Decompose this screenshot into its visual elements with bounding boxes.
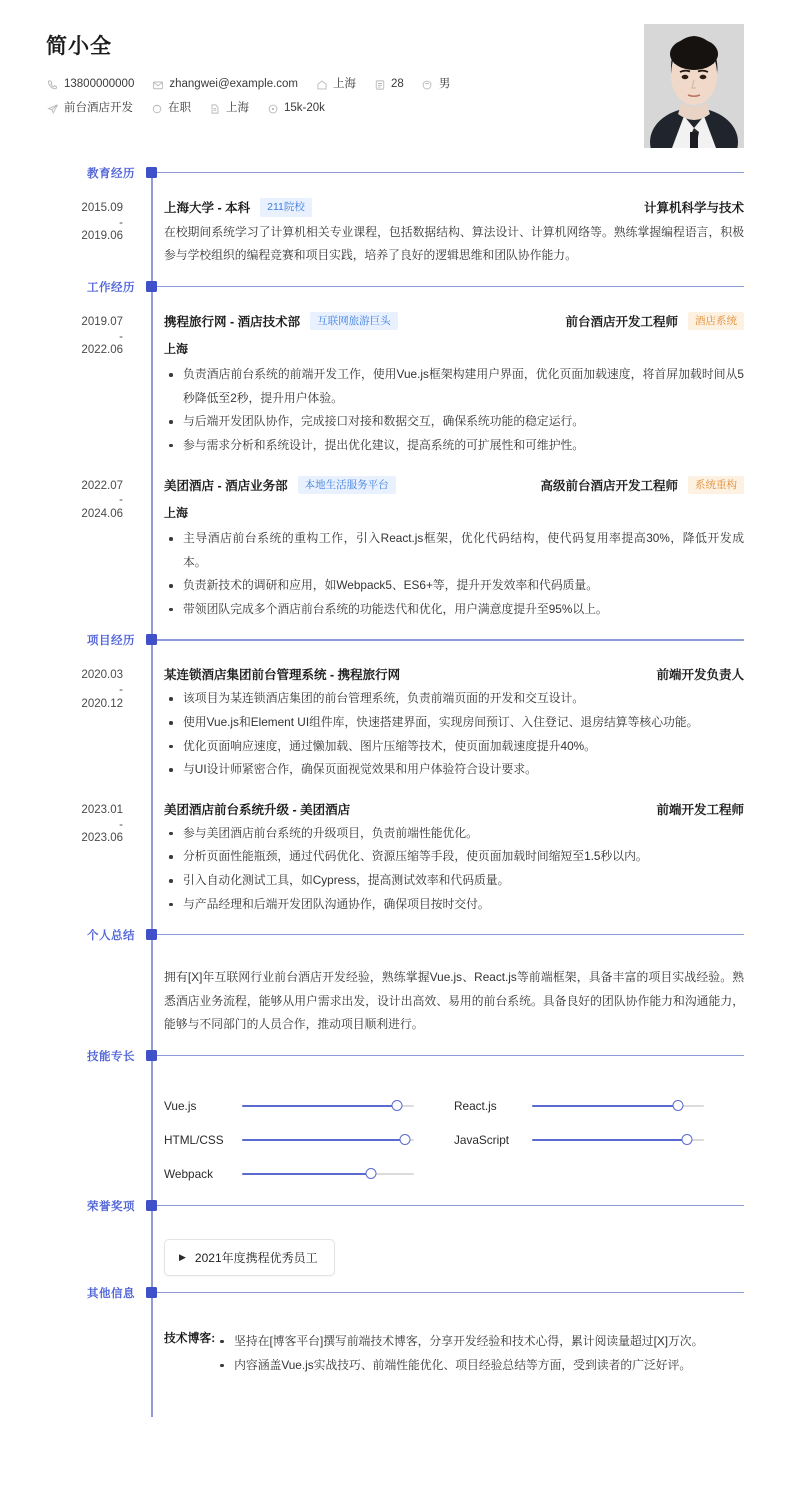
job-intent — [46, 102, 133, 115]
skill-label: Vue.js — [164, 1098, 197, 1113]
job-intent-value: 前台酒店开发 — [64, 102, 133, 114]
entry-titlebar-right — [656, 800, 744, 818]
list-item: 优化页面响应速度，通过懒加载、图片压缩等技术，使页面加载速度提升40%。 — [164, 735, 744, 759]
page-title: 简小全 — [46, 35, 112, 58]
entry-titlebar — [164, 312, 744, 331]
contact-email — [151, 78, 298, 91]
award-accordion-item[interactable] — [164, 1239, 335, 1276]
slider-knob[interactable] — [366, 1168, 377, 1179]
entry-titlebar-left — [164, 198, 312, 217]
section-header-other — [0, 1282, 794, 1308]
project-name: 某连锁酒店集团前台管理系统 - 携程旅行网 — [164, 668, 401, 683]
entry-date-range — [0, 476, 135, 524]
award-label: 2021年度携程优秀员工 — [194, 1250, 318, 1265]
list-item: 参与美团酒店前台系统的升级项目，负责前端性能优化。 — [164, 822, 744, 846]
other-info-label: 技术博客: — [164, 1330, 216, 1345]
list-item: 负责新技术的调研和应用，如Webpack5、ES6+等，提升开发效率和代码质量。 — [164, 574, 744, 598]
job-city-value: 上海 — [226, 102, 249, 114]
section-header-skills — [0, 1045, 794, 1071]
slider-knob[interactable] — [400, 1134, 411, 1145]
section-divider — [157, 1055, 744, 1056]
slider-fill — [242, 1139, 405, 1141]
date-end: 2019.06 — [81, 230, 123, 243]
job-title: 高级前台酒店开发工程师 — [540, 478, 678, 493]
entry-body — [135, 665, 744, 781]
entry-titlebar-right — [644, 198, 744, 216]
date-separator: - — [119, 330, 123, 343]
list-item: 负责酒店前台系统的前端开发工作，使用Vue.js框架构建用户界面，优化页面加载速度，将首屏加载时间从5秒降低至2秒，提升用户体验。 — [164, 363, 744, 410]
entry-date-range — [0, 665, 135, 713]
skill-row — [454, 1123, 744, 1157]
section-title-summary: 个人总结 — [87, 930, 135, 943]
school-name: 上海大学 - 本科 — [164, 201, 251, 216]
date-end: 2023.06 — [81, 831, 123, 844]
section-header-work — [0, 276, 794, 302]
section-title-education: 教育经历 — [87, 168, 135, 180]
contact-row-primary — [46, 78, 644, 91]
entry-date-spacer — [0, 960, 135, 962]
timeline-marker — [146, 1050, 157, 1061]
list-item: 该项目为某连锁酒店集团的前台管理系统，负责前端页面的开发和交互设计。 — [164, 687, 744, 711]
resume-timeline — [0, 162, 794, 1417]
other-info-bullets — [215, 1330, 744, 1377]
entry-titlebar — [164, 476, 744, 495]
date-start: 2020.03 — [81, 669, 123, 682]
work-bullets — [164, 363, 744, 457]
section-education — [0, 162, 794, 276]
entry-titlebar-left — [164, 476, 396, 495]
timeline-marker — [146, 167, 157, 178]
job-city — [208, 102, 249, 115]
entry-body — [135, 960, 744, 1037]
job-status — [150, 102, 191, 115]
section-divider — [157, 1292, 744, 1293]
date-start: 2019.07 — [81, 315, 123, 328]
contact-city-value: 上海 — [333, 78, 357, 90]
major-name: 计算机科学与技术 — [643, 201, 744, 216]
list-item: 内容涵盖Vue.js实战技巧、前端性能优化、项目经验总结等方面，受到读者的广泛好评。 — [215, 1354, 744, 1378]
skill-slider[interactable] — [242, 1099, 414, 1113]
work-entry — [0, 466, 794, 630]
salary-icon — [266, 102, 279, 115]
entry-body — [135, 800, 744, 916]
section-summary — [0, 924, 794, 1045]
date-end: 2024.06 — [81, 507, 123, 520]
section-divider — [157, 1205, 744, 1206]
contact-gender — [421, 78, 451, 91]
section-divider — [157, 172, 744, 173]
skill-slider[interactable] — [242, 1167, 414, 1181]
entry-titlebar-right — [565, 312, 744, 331]
education-entry — [0, 188, 794, 276]
work-location: 上海 — [164, 506, 189, 521]
section-title-other: 其他信息 — [87, 1287, 135, 1300]
skill-label: React.js — [454, 1098, 497, 1113]
slider-fill — [242, 1173, 371, 1175]
entry-titlebar-right — [540, 476, 744, 495]
section-header-awards — [0, 1195, 794, 1221]
job-status-value: 在职 — [168, 102, 191, 114]
project-role: 前端开发负责人 — [656, 668, 744, 683]
contact-row-secondary — [46, 102, 644, 115]
company-name: 携程旅行网 - 酒店技术部 — [164, 314, 301, 329]
date-separator: - — [119, 684, 123, 697]
slider-knob[interactable] — [391, 1100, 402, 1111]
skill-row — [164, 1089, 454, 1123]
education-description: 在校期间系统学习了计算机相关专业课程，包括数据结构、算法设计、计算机网络等。熟练掌握编程语言，积极参与学校组织的编程竞赛和项目实践，培养了良好的逻辑思维和团队协作能力。 — [164, 224, 744, 263]
entry-titlebar-left — [164, 800, 350, 818]
job-title: 前台酒店开发工程师 — [565, 314, 678, 329]
project-bullets — [164, 822, 744, 916]
expected-salary-value: 15k-20k — [284, 102, 325, 114]
project-name: 美团酒店前台系统升级 - 美团酒店 — [164, 802, 351, 817]
company-tag: 互联网旅游巨头 — [310, 312, 398, 331]
slider-fill — [242, 1105, 397, 1107]
timeline-marker — [146, 634, 157, 645]
id-card-icon — [373, 78, 386, 91]
summary-entry — [0, 950, 794, 1045]
school-tag: 211院校 — [260, 198, 312, 217]
date-start: 2022.07 — [81, 479, 123, 492]
entry-date-range — [0, 198, 135, 246]
section-divider — [157, 934, 744, 935]
section-title-projects: 项目经历 — [87, 635, 135, 648]
contact-email-value: zhangwei@example.com — [169, 78, 299, 90]
section-awards — [0, 1195, 794, 1282]
section-skills — [0, 1045, 794, 1195]
list-item: 与后端开发团队协作，完成接口对接和数据交互，确保系统功能的稳定运行。 — [164, 410, 744, 434]
contact-age — [373, 78, 404, 91]
list-item: 坚持在[博客平台]撰写前端技术博客，分享开发经验和技术心得，累计阅读量超过[X]万次。 — [215, 1330, 744, 1354]
timeline-marker — [146, 281, 157, 292]
job-tag: 系统重构 — [688, 476, 744, 495]
list-item: 引入自动化测试工具，如Cypress，提高测试效率和代码质量。 — [164, 869, 744, 893]
project-entry — [0, 790, 794, 924]
skill-label: JavaScript — [454, 1132, 510, 1147]
slider-knob[interactable] — [673, 1100, 684, 1111]
date-separator: - — [119, 216, 123, 229]
avatar — [644, 24, 744, 148]
section-header-summary — [0, 924, 794, 950]
list-item: 参与需求分析和系统设计，提出优化建议，提高系统的可扩展性和可维护性。 — [164, 434, 744, 458]
section-divider — [157, 639, 744, 640]
date-start: 2015.09 — [81, 202, 123, 214]
contact-gender-value: 男 — [438, 78, 451, 90]
skill-slider[interactable] — [532, 1099, 704, 1113]
entry-titlebar-left — [164, 312, 398, 331]
company-tag: 本地生活服务平台 — [298, 476, 396, 495]
project-entry — [0, 655, 794, 789]
contact-phone-value: 13800000000 — [64, 78, 135, 90]
list-item: 分析页面性能瓶颈，通过代码优化、资源压缩等手段，使页面加载时间缩短至1.5秒以内。 — [164, 845, 744, 869]
timeline-marker — [146, 929, 157, 940]
entry-body — [135, 476, 744, 622]
awards-area — [135, 1221, 794, 1282]
home-icon — [315, 78, 328, 91]
date-separator: - — [119, 494, 123, 507]
section-header-education — [0, 162, 794, 188]
project-role: 前端开发工程师 — [656, 802, 744, 817]
timeline-marker — [146, 1287, 157, 1298]
list-item: 与产品经理和后端开发团队沟通协作，确保项目按时交付。 — [164, 893, 744, 917]
date-start: 2023.01 — [81, 803, 123, 816]
section-title-skills: 技能专长 — [87, 1050, 135, 1063]
contact-age-value: 28 — [391, 78, 404, 90]
document-icon — [208, 102, 221, 115]
date-separator: - — [119, 818, 123, 831]
skill-label: Webpack — [164, 1166, 213, 1181]
contact-phone — [46, 78, 134, 91]
header-left-column — [46, 24, 644, 126]
list-item: 使用Vue.js和Element UI组件库，快速搭建界面，实现房间预订、入住登记、退房结算等核心功能。 — [164, 711, 744, 735]
skill-slider[interactable] — [242, 1133, 414, 1147]
section-work — [0, 276, 794, 630]
project-bullets — [164, 687, 744, 781]
work-entry — [0, 302, 794, 466]
work-location: 上海 — [164, 342, 189, 357]
section-title-awards: 荣誉奖项 — [87, 1200, 135, 1213]
slider-knob[interactable] — [681, 1134, 692, 1145]
paper-plane-icon — [46, 102, 59, 115]
entry-body — [135, 198, 744, 268]
summary-text: 拥有[X]年互联网行业前台酒店开发经验，熟练掌握Vue.js、React.js等前端框架，具备丰富的项目实战经验。熟悉酒店业务流程，能够从用户需求出发，设计出高效、易用的前台系统。具备良好的团队协作能力和沟通能力，能够与不同部门的人员合作，推动项目顺利进行。 — [164, 970, 744, 1032]
skill-label: HTML/CSS — [164, 1132, 224, 1147]
entry-date-range — [0, 312, 135, 360]
resume-header — [0, 0, 794, 162]
gender-icon — [421, 78, 434, 91]
company-name: 美团酒店 - 酒店业务部 — [164, 478, 288, 493]
slider-fill — [532, 1105, 678, 1107]
entry-body — [135, 312, 744, 458]
other-info-area — [135, 1308, 794, 1387]
skill-row — [164, 1157, 454, 1191]
section-other — [0, 1282, 794, 1387]
entry-date-range — [0, 800, 135, 848]
list-item: 带领团队完成多个酒店前台系统的功能迭代和优化，用户满意度提升至95%以上。 — [164, 598, 744, 622]
date-end: 2022.06 — [81, 343, 123, 356]
skill-row — [164, 1123, 454, 1157]
entry-titlebar-left — [164, 665, 400, 683]
caret-right-icon: ▶ — [179, 1251, 186, 1262]
entry-titlebar — [164, 665, 744, 683]
entry-titlebar-right — [656, 665, 744, 683]
list-item: 与UI设计师紧密合作，确保页面视觉效果和用户体验符合设计要求。 — [164, 758, 744, 782]
entry-titlebar — [164, 198, 744, 217]
expected-salary — [266, 102, 325, 115]
slider-fill — [532, 1139, 687, 1141]
status-circle-icon — [150, 102, 163, 115]
job-tag: 酒店系统 — [688, 312, 744, 331]
entry-titlebar — [164, 800, 744, 818]
section-divider — [157, 286, 744, 287]
skill-slider[interactable] — [532, 1133, 704, 1147]
skill-row — [454, 1089, 744, 1123]
phone-icon — [46, 78, 59, 91]
work-bullets — [164, 527, 744, 621]
mail-icon — [151, 78, 164, 91]
timeline-marker — [146, 1200, 157, 1211]
section-header-projects — [0, 629, 794, 655]
date-end: 2020.12 — [81, 697, 123, 710]
contact-city — [315, 78, 356, 91]
list-item: 主导酒店前台系统的重构工作，引入React.js框架，优化代码结构，使代码复用率提高30%，降低开发成本。 — [164, 527, 744, 574]
section-title-work: 工作经历 — [87, 281, 135, 294]
section-projects — [0, 629, 794, 924]
skills-grid — [135, 1071, 794, 1195]
